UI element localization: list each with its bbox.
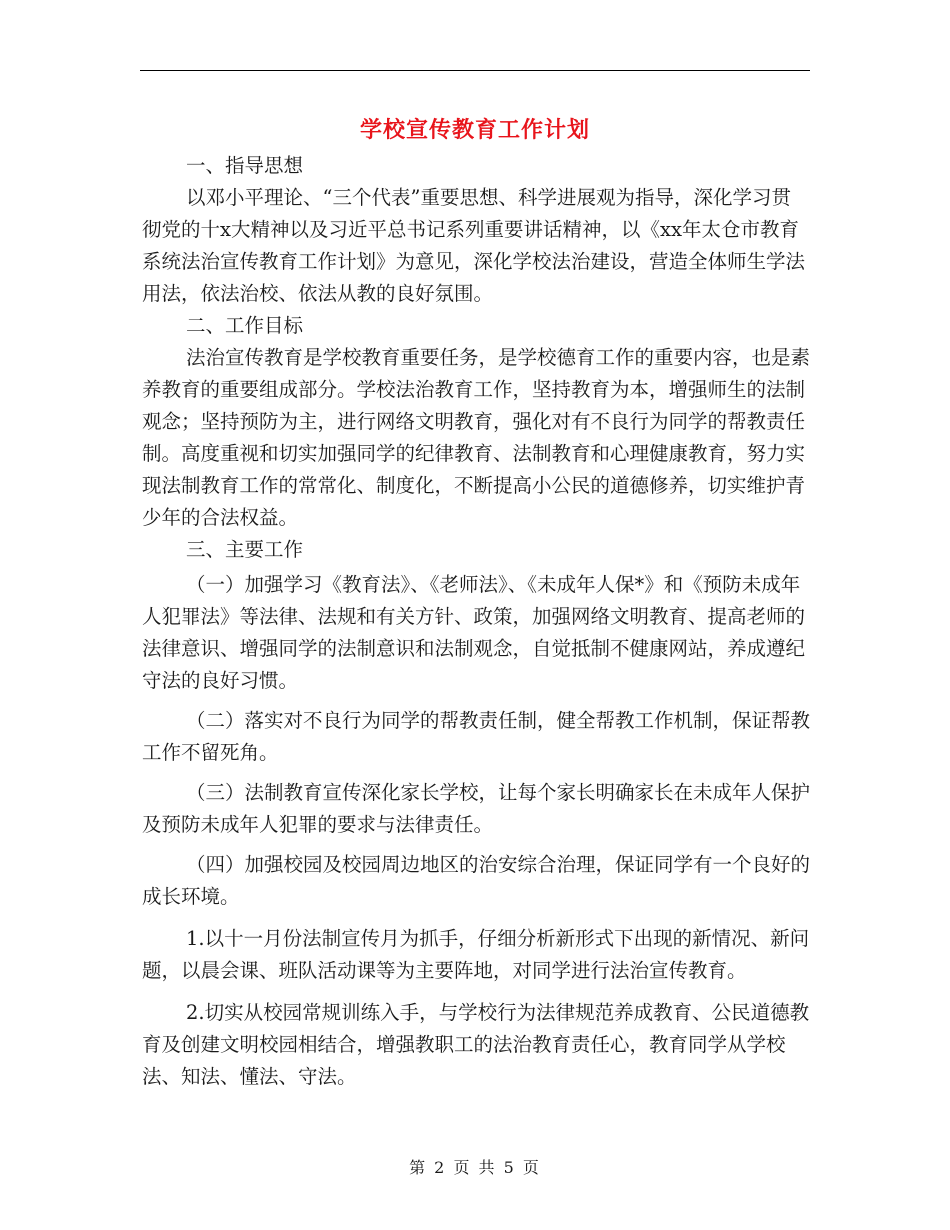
page-number: 第 2 页 共 5 页 [409, 1158, 541, 1177]
numbered-item-2: 2.切实从校园常规训练入手，与学校行为法律规范养成教育、公民道德教育及创建文明校园相结合，增强教职工的法治教育责任心，教育同学从学校法、知法、懂法、守法。 [142, 1001, 810, 1088]
main-work-item-4: （四）加强校园及校园周边地区的治安综合治理，保证同学有一个良好的成长环境。 [142, 853, 811, 908]
section-heading-guiding-thought: 一、指导思想 [186, 154, 304, 177]
section-heading-main-work: 三、主要工作 [186, 538, 304, 561]
document-body [142, 150, 810, 1093]
main-work-item-3: （三）法制教育宣传深化家长学校，让每个家长明确家长在未成年人保护及预防未成年人犯罪的要求与法律责任。 [142, 781, 811, 836]
paragraph-work-goals: 法治宣传教育是学校教育重要任务，是学校德育工作的重要内容，也是素养教育的重要组成部分。学校法治教育工作，坚持教育为本，增强师生的法制观念；坚持预防为主，进行网络文明教育，强化对有不良行为同学的帮教责任制。高度重视和切实加强同学的纪律教育、法制教育和心理健康教育，努力实现法制教育工作的常常化、制度化，不断提高小公民的道德修养，切实维护青少年的合法权益。 [142, 346, 811, 529]
header-rule [140, 70, 810, 71]
main-work-item-2: （二）落实对不良行为同学的帮教责任制，健全帮教工作机制，保证帮教工作不留死角。 [142, 709, 811, 764]
document-title: 学校宣传教育工作计划 [359, 117, 590, 143]
main-work-item-1: （一）加强学习《教育法》、《老师法》、《未成年人保*》和《预防未成年人犯罪法》等法律、法规和有关方针、政策，加强网络文明教育、提高老师的法律意识、增强同学的法制意识和法制观念，自觉抵制不健康网站，养成遵纪守法的良好习惯。 [142, 573, 806, 692]
section-heading-work-goals: 二、工作目标 [186, 314, 304, 337]
paragraph-guiding-thought: 以邓小平理论、“三个代表”重要思想、科学进展观为指导，深化学习贯彻党的十x大精神以及习近平总书记系列重要讲话精神，以《xx年太仓市教育系统法治宣传教育工作计划》为意见，深化学校法治建设，营造全体师生学法用法，依法治校、依法从教的良好氛围。 [142, 186, 806, 305]
numbered-item-1: 1.以十一月份法制宣传月为抓手，仔细分析新形式下出现的新情况、新问题，以晨会课、班队活动课等为主要阵地，对同学进行法治宣传教育。 [142, 927, 810, 982]
